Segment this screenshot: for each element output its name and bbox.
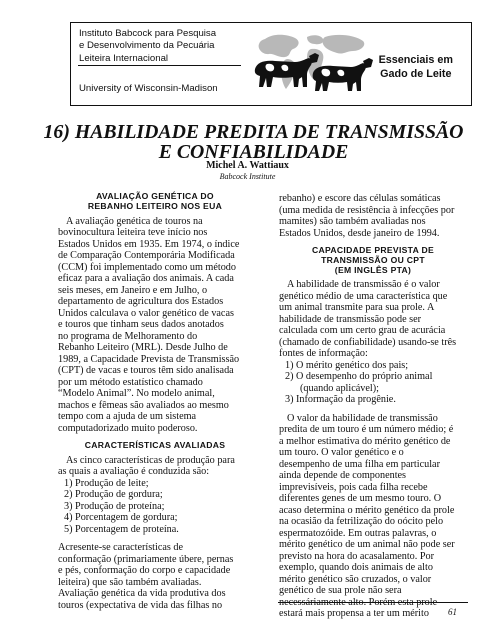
text-line: rebanho) e escore das células somáticas (279, 193, 441, 204)
series-title (379, 53, 453, 81)
text-line: as quais a avaliação é conduzida são: (58, 466, 210, 478)
list-item: 4) Porcentagem de gordura; (64, 512, 178, 524)
text-line: um animal transmite para sua prole. A (279, 302, 435, 314)
heading-line: (EM INGLÊS PTA) (334, 264, 412, 275)
text-line: A avaliação genética de touros na (66, 215, 203, 227)
text-line: (CCM) foi implementado como um método (58, 261, 236, 273)
list-item: 2) O desempenho do próprio animal (285, 371, 433, 383)
text-line: departamento de agricultura dos Estados (58, 296, 224, 308)
text-line: Unidos calculava o valor genético de vacas (58, 307, 234, 319)
text-line: desempenho de uma filha em particular (279, 458, 440, 470)
text-line: “Modelo Animal”. No modelo animal, (58, 388, 215, 400)
text-line: Avaliação genética da vida produtiva dos (58, 588, 226, 600)
text-line: genético médio de uma característica que (279, 290, 448, 302)
list-item: 1) Produção de leite; (64, 477, 149, 489)
text-line: mérito genético são cruzados, o valor (279, 573, 432, 585)
series-title-line: Gado de Leite (380, 68, 452, 80)
text-line: As cinco características de produção para (66, 454, 235, 466)
author-name: Michel A. Wattiaux (206, 160, 289, 171)
institute-line: Leiteira Internacional (79, 52, 169, 64)
text-line: (uma medida de resistência à infecções por (279, 204, 455, 216)
production-traits-list (58, 478, 252, 536)
list-item: 5) Porcentagem de proteína. (64, 523, 179, 535)
section-heading (58, 192, 252, 212)
header-divider (78, 65, 241, 66)
title-line: 16) HABILIDADE PREDITA DE TRANSMISSÃO (43, 121, 464, 143)
list-item: 2) Produção de gordura; (64, 489, 163, 501)
heading-line: REBANHO LEITEIRO NOS EUA (87, 200, 223, 211)
text-line: Estados Unidos em 1935. Em 1974, o índice (58, 238, 240, 250)
text-line: eficaz para a avaliação dos animais. A cada (58, 273, 234, 285)
text-line: e touros que tinham seus dados anotados (58, 319, 224, 331)
list-item: 3) Informação da progênie. (285, 394, 396, 406)
text-line: O valor da habilidade de transmissão (287, 412, 438, 424)
text-line: no programa de Melhoramento do (58, 330, 198, 342)
footer-rule (278, 602, 468, 603)
text-line: fontes de informação: (279, 348, 368, 360)
institute-name (79, 28, 216, 65)
text-line: conformação (primariamente úbere, pernas (58, 553, 234, 565)
institute-line: Instituto Babcock para Pesquisa (79, 28, 217, 39)
text-line: de Comparação Contemporária Modificada (58, 250, 235, 262)
text-line: por um método estatístico chamado (58, 376, 203, 388)
text-line: imprevisíveis, pois cada filha recebe (279, 481, 428, 493)
text-line: diferentes genes de um mesmo touro. O (279, 493, 442, 505)
text-line: seis meses, em Janeiro e em Julho, o (58, 284, 208, 296)
text-line: ainda depende de componentes (279, 470, 407, 482)
heading-line: AVALIAÇÃO GENÉTICA DO (96, 191, 214, 201)
paragraph (58, 542, 252, 611)
text-line: estará mais propensa a ter um mérito (279, 608, 429, 620)
text-line: leiteira) que são também avaliadas. (58, 576, 202, 588)
text-line: a melhor estimativa do mérito genético de (279, 435, 451, 447)
author-affiliation: Babcock Institute (219, 172, 276, 181)
title-line: E CONFIABILIDADE (158, 141, 349, 163)
text-line: A habilidade de transmissão é o valor (287, 279, 440, 291)
text-line: exemplo, quando dois animais de alto (279, 562, 433, 574)
header-box (70, 22, 472, 106)
text-line: acaso determina o mérito genético da prole (279, 504, 455, 516)
text-line: na ocasião da fetrilização do oócito pelo (279, 516, 444, 528)
text-line: habilidade de transmissão pode ser (279, 313, 422, 325)
text-line: tempo com a ajuda de um sistema (58, 411, 197, 423)
paragraph (58, 455, 252, 478)
heading-line: CARACTERÍSTICAS AVALIADAS (84, 440, 226, 451)
text-line: touros (expectativa de vida das filhas no (58, 599, 223, 611)
text-line: predita de um touro é um número médio; é (279, 424, 454, 436)
text-line: um touro. O valor genético e o (279, 447, 404, 459)
text-line: previsto na hora do acasalamento. Por (279, 550, 435, 562)
paragraph (279, 413, 467, 620)
text-line: 1989, a Capacidade Prevista de Transmissão (58, 353, 240, 365)
right-column (279, 193, 467, 620)
left-column (58, 192, 252, 611)
paragraph (279, 193, 467, 239)
university-name: University of Wisconsin-Madison (79, 83, 218, 94)
heading-line: CAPACIDADE PREVISTA DE (312, 245, 434, 255)
series-title-line: Essenciais em (378, 54, 453, 66)
text-line: (CPT) de vacas e touros têm sido analisada (58, 365, 234, 377)
text-line: necessáriamente alto. Porém esta prole (279, 596, 438, 608)
list-item: 1) O mérito genético dos pais; (285, 359, 409, 371)
text-line: e pés, conformação do corpo e capacidade (58, 565, 231, 577)
text-line: computadorizado muito poderoso. (58, 422, 198, 434)
information-sources-list (279, 360, 467, 406)
list-item: 3) Produção de proteína; (64, 500, 165, 512)
institute-line: e Desenvolvimento da Pecuária (79, 40, 215, 52)
world-map-cows-logo (243, 29, 375, 99)
paragraph (58, 216, 252, 435)
text-line: espermatozóide. Em outras palavras, o (279, 527, 437, 539)
text-line: mamites) são também avaliadas nos (279, 216, 426, 227)
text-line: calculada com um certo grau de acurácia (279, 325, 446, 337)
text-line: machos e fêmeas são avaliados ao mesmo (58, 399, 229, 411)
paragraph (279, 279, 467, 360)
text-line: genético de sua prole não sera (279, 585, 402, 597)
text-line: Estados Unidos, desde janeiro de 1994. (279, 227, 440, 239)
list-item-continuation: (quando aplicável); (300, 382, 379, 394)
page-title (20, 122, 487, 162)
section-heading (279, 246, 467, 275)
heading-line: TRANSMISSÃO OU CPT (321, 254, 425, 265)
page-number: 61 (448, 607, 457, 617)
text-line: bovinocultura leiteira teve início nos (58, 227, 208, 239)
text-line: mérito genético de um animal não pode ser (279, 539, 455, 551)
section-heading (58, 441, 252, 451)
text-line: Acresente-se características de (58, 542, 184, 554)
text-line: Rebanho Leiteiro (MRL). Desde Julho de (58, 342, 228, 354)
text-line: (chamado de confiabilidade) usando-se três (279, 336, 457, 348)
